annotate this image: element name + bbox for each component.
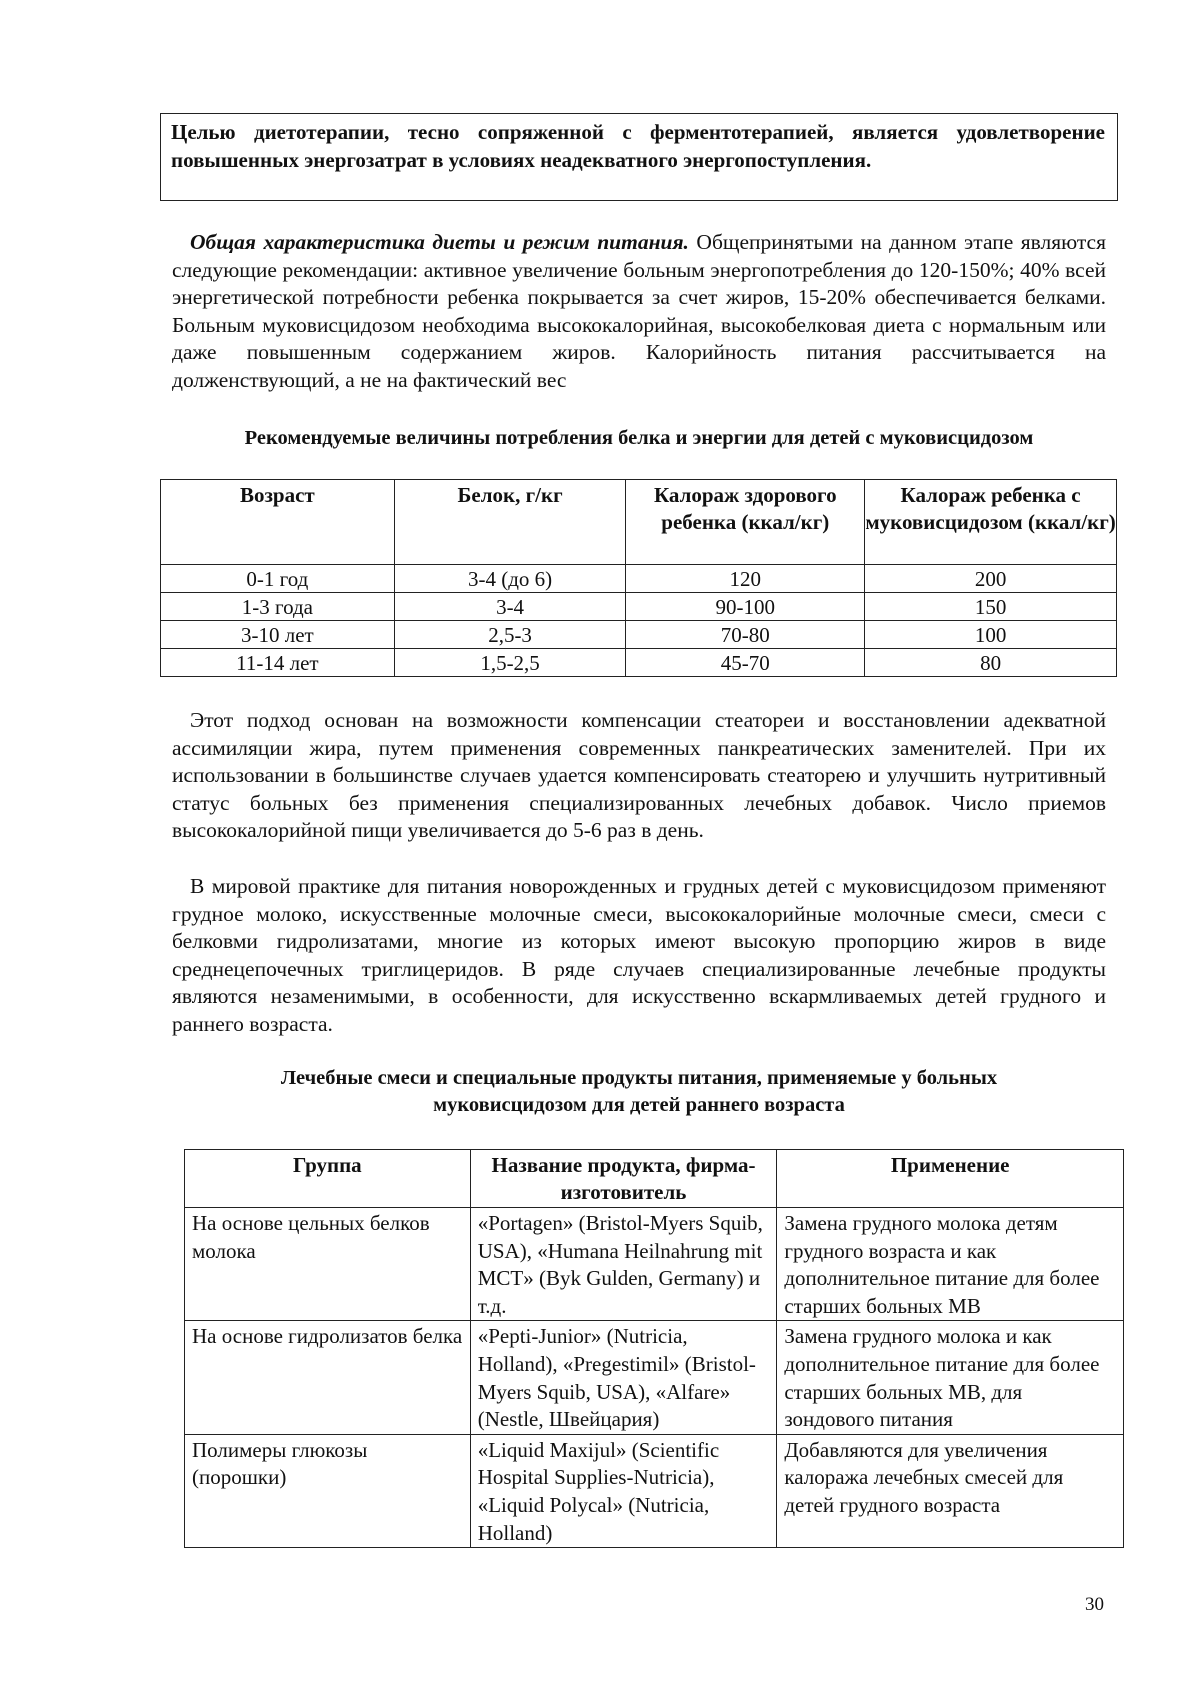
table-cell: 1-3 года (161, 593, 395, 621)
column-header: Группа (185, 1150, 471, 1208)
table-cell: 90-100 (626, 593, 865, 621)
table-cell: Добавляются для увеличения калоража лечебных смесей для детей грудного возраста (777, 1434, 1124, 1547)
page-number: 30 (1085, 1594, 1104, 1615)
column-header: Белок, г/кг (394, 480, 626, 565)
table-cell: На основе гидролизатов белка (185, 1321, 471, 1434)
paragraph-diet-characteristics (172, 229, 1106, 395)
table-cell: На основе цельных белков молока (185, 1208, 471, 1321)
table-row (161, 649, 1117, 677)
therapeutic-products-table (184, 1149, 1124, 1548)
table-row (161, 565, 1117, 593)
table-cell: 3-10 лет (161, 621, 395, 649)
column-header: Название продукта, фирма-изготовитель (470, 1150, 777, 1208)
paragraph-world-practice: В мировой практике для питания новорожденных и грудных детей с муковисцидозом применяют грудное молоко, искусственные молочные смеси, высококалорийные молочные смеси, смеси с белковми гидролизатами, многие из которых имеют высокую пропорцию жиров в виде среднецепочечных триглицеридов. В ряде случаев специализированные лечебные продукты являются незаменимыми, в особенности, для искусственно вскармливаемых детей грудного и раннего возраста. (172, 874, 1106, 1036)
table-row (161, 593, 1117, 621)
paragraph-approach: Этот подход основан на возможности компенсации стеатореи и восстановлении адекватной ассимиляции жира, путем применения современных панкреатических заменителей. При их использовании в большинстве случаев удается компенсировать стеаторею и улучшить нутритивный статус больных без применения специализированных лечебных добавок. Число приемов высококалорийной пищи увеличивается до 5-6 раз в день. (172, 708, 1106, 843)
table-cell: Полимеры глюкозы (порошки) (185, 1434, 471, 1547)
table-header-row (161, 480, 1117, 565)
table-row (185, 1208, 1124, 1321)
table-cell: 80 (865, 649, 1117, 677)
column-header: Калораж ребенка с муковисцидозом (ккал/кг) (865, 480, 1117, 565)
table-cell: Замена грудного молока детям грудного возраста и как дополнительное питание для более старших больных МВ (777, 1208, 1124, 1321)
table-cell: 70-80 (626, 621, 865, 649)
table-cell: «Liquid Maxijul» (Scientific Hospital Supplies-Nutricia), «Liquid Polycal» (Nutricia, Holland) (470, 1434, 777, 1547)
column-header: Калораж здорового ребенка (ккал/кг) (626, 480, 865, 565)
table-cell: 11-14 лет (161, 649, 395, 677)
table-cell: «Portagen» (Bristol-Myers Squib, USA), «Humana Heilnahrung mit MCT» (Byk Gulden, Germany) и т.д. (470, 1208, 777, 1321)
table-cell: 1,5-2,5 (394, 649, 626, 677)
column-header: Возраст (161, 480, 395, 565)
table-cell: 150 (865, 593, 1117, 621)
table-cell: «Pepti-Junior» (Nutricia, Holland), «Pregestimil» (Bristol-Myers Squib, USA), «Alfare» (Nestle, Швейцария) (470, 1321, 777, 1434)
table2-title-line2: муковисцидозом для детей раннего возраста (433, 1094, 845, 1116)
protein-energy-table (160, 479, 1117, 677)
table-cell: 45-70 (626, 649, 865, 677)
table-cell: 0-1 год (161, 565, 395, 593)
table-cell: 2,5-3 (394, 621, 626, 649)
paragraph-lead: Общая характеристика диеты и режим питания. (190, 230, 689, 254)
paragraph-body: Общепринятыми на данном этапе являются следующие рекомендации: активное увеличение больным энергопотребления до 120-150%; 40% всей энергетической потребности ребенка покрывается за счет жиров, 15-20% обеспечивается белками. Больным муковисцидозом необходима высококалорийная, высокобелковая диета с нормальным или даже повышенным содержанием жиров. Калорийность питания рассчитывается на долженствующий, а не на фактический вес (172, 230, 1106, 392)
table-cell: 3-4 (394, 593, 626, 621)
table-cell: 120 (626, 565, 865, 593)
boxed-statement: Целью диетотерапии, тесно сопряженной с ферментотерапией, является удовлетворение повышенных энергозатрат в условиях неадекватного энергопоступления. (160, 113, 1118, 201)
table-row (161, 621, 1117, 649)
table2-title-line1: Лечебные смеси и специальные продукты питания, применяемые у больных (280, 1067, 998, 1089)
table-row (185, 1321, 1124, 1434)
table-cell: 100 (865, 621, 1117, 649)
table-cell: 3-4 (до 6) (394, 565, 626, 593)
table1-title: Рекомендуемые величины потребления белка и энергии для детей с муковисцидозом (244, 427, 1034, 449)
table-row (185, 1434, 1124, 1547)
table-header-row (185, 1150, 1124, 1208)
table-cell: Замена грудного молока и как дополнительное питание для более старших больных МВ, для зондового питания (777, 1321, 1124, 1434)
column-header: Применение (777, 1150, 1124, 1208)
table-cell: 200 (865, 565, 1117, 593)
